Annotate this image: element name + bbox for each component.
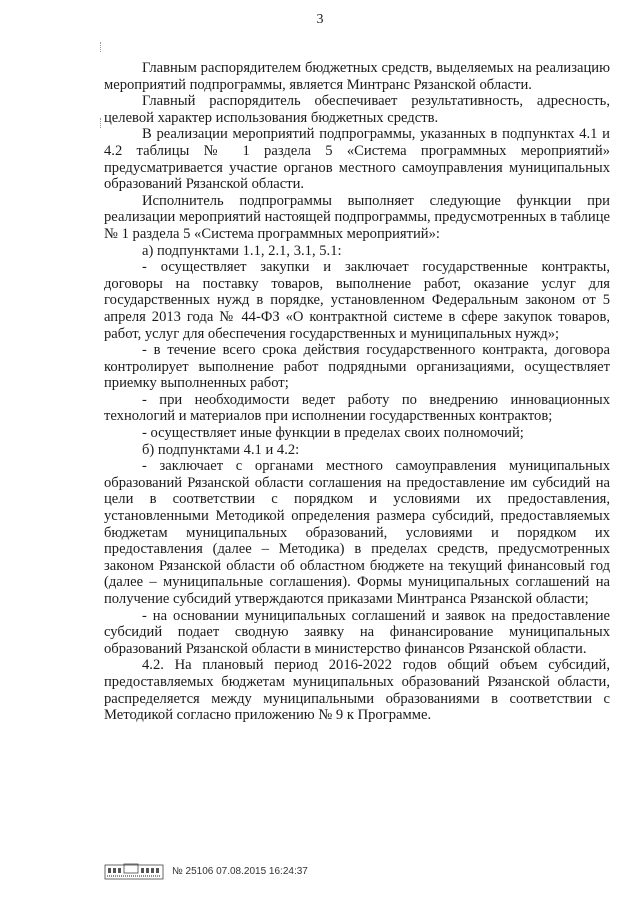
margin-mark <box>100 42 103 52</box>
paragraph: 4.2. На плановый период 2016-2022 годов общий объем субсидий, предоставляемых бюджетам муниципальных образований Рязанской области, распределяется между муниципальными образованиями в соответствии с Методикой согласно приложению № 9 к Программе. <box>104 657 610 724</box>
document-footer <box>104 862 308 880</box>
document-body <box>104 60 610 724</box>
list-item: - осуществляет иные функции в пределах своих полномочий; <box>142 425 524 442</box>
page-number: 3 <box>316 12 324 27</box>
list-heading: б) подпунктами 4.1 и 4.2: <box>142 441 300 458</box>
paragraph: Главный распорядитель обеспечивает результативность, адресность, целевой характер использования бюджетных средств. <box>104 93 610 126</box>
list-item: - осуществляет закупки и заключает государственные контракты, договоры на поставку товаров, выполнение работ, оказание услуг для государственных нужд в порядке, установленном Федеральным законом от 5 апреля 2013 года № 44-ФЗ «О контрактной системе в сфере закупок товаров, работ, услуг для обеспечения государственных и муниципальных нужд»; <box>104 259 610 342</box>
paragraph: Исполнитель подпрограммы выполняет следующие функции при реализации мероприятий настоящей подпрограммы, предусмотренных в таблице № 1 раздела 5 «Система программных мероприятий»: <box>104 192 610 242</box>
list-heading: а) подпунктами 1.1, 2.1, 3.1, 5.1: <box>142 242 342 259</box>
registration-stamp: № 25106 07.08.2015 16:24:37 <box>172 865 308 877</box>
list-item: - заключает с органами местного самоуправления муниципальных образований Рязанской области соглашения на предоставление им субсидий на цели в соответствии с порядком и условиями их предоставления, установленными Методикой определения размера субсидий, предоставляемых бюджетам муниципальных образований, условиями и порядком их предоставления (далее – Методика) в пределах средств, предусмотренных законом Рязанской области об областном бюджете на текущий финансовый год (далее – муниципальные соглашения). Формы муниципальных соглашений на получение субсидий утверждаются приказами Минтранса Рязанской области; <box>104 458 610 607</box>
barcode-logo-icon <box>104 862 164 880</box>
list-item: - в течение всего срока действия государственного контракта, договора контролирует выполнение работ подрядными организациями, осуществляет приемку выполненных работ; <box>104 342 610 392</box>
paragraph: Главным распорядителем бюджетных средств, выделяемых на реализацию мероприятий подпрограммы, является Минтранс Рязанской области. <box>104 60 610 93</box>
list-item: - при необходимости ведет работу по внедрению инновационных технологий и материалов при исполнении государственных контрактов; <box>104 391 610 425</box>
margin-mark <box>100 118 103 128</box>
list-item: - на основании муниципальных соглашений и заявок на предоставление субсидий подает сводную заявку на финансирование муниципальных образований Рязанской области в министерство финансов Рязанской области. <box>104 607 610 657</box>
paragraph: В реализации мероприятий подпрограммы, указанных в подпунктах 4.1 и 4.2 таблицы № 1 раздела 5 «Система программных мероприятий» предусматривается участие органов местного самоуправления муниципальных образований Рязанской области. <box>104 126 610 193</box>
